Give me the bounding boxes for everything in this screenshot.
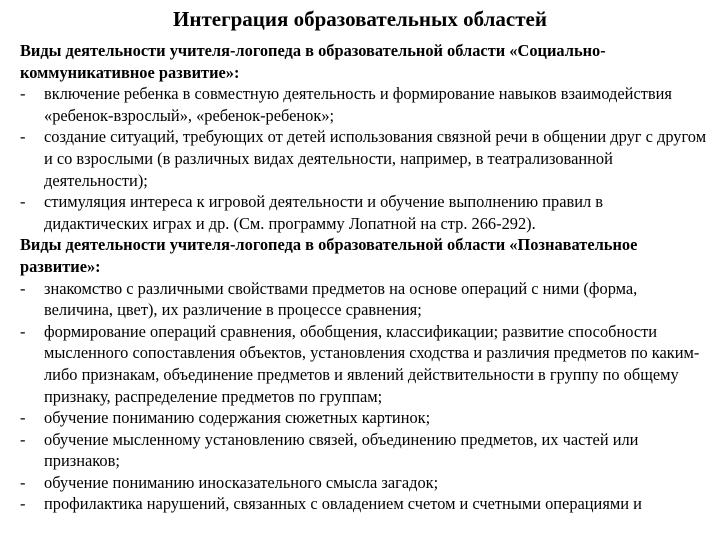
list-item-text: обучение пониманию содержания сюжетных картинок; bbox=[44, 408, 431, 428]
bullet-dash: - bbox=[20, 321, 26, 341]
bullet-dash: - bbox=[20, 192, 26, 212]
activity-list bbox=[20, 278, 710, 516]
section-social-communicative bbox=[20, 40, 710, 234]
list-item bbox=[20, 429, 710, 472]
list-item bbox=[20, 278, 710, 321]
list-item bbox=[20, 472, 710, 494]
document-body bbox=[20, 40, 710, 515]
bullet-dash: - bbox=[20, 472, 26, 492]
list-item-text: создание ситуаций, требующих от детей использования связной речи в общении друг с другом и со взрослыми (в различных видах деятельности, например, в театрализованной деятельности); bbox=[44, 127, 707, 190]
bullet-dash: - bbox=[20, 429, 26, 449]
list-item-text: включение ребенка в совместную деятельность и формирование навыков взаимодействия «ребенок-взрослый», «ребенок-ребенок»; bbox=[44, 84, 672, 125]
list-item bbox=[20, 321, 710, 407]
bullet-dash: - bbox=[20, 408, 26, 428]
list-item-text: профилактика нарушений, связанных с овладением счетом и счетными операциями и bbox=[44, 494, 642, 514]
list-item bbox=[20, 407, 710, 429]
list-item bbox=[20, 191, 710, 234]
list-item-text: формирование операций сравнения, обобщения, классификации; развитие способности мысленного сопоставления объектов, установления сходства и различия предметов по каким-либо признакам, объединение предметов и явлений действительности в группу по общему признаку, распределение предметов по группам; bbox=[44, 321, 700, 406]
bullet-dash: - bbox=[20, 84, 26, 104]
page-title: Интеграция образовательных областей bbox=[173, 7, 547, 31]
list-item-text: обучение мысленному установлению связей, объединению предметов, их частей или признаков; bbox=[44, 429, 639, 471]
list-item-text: знакомство с различными свойствами предметов на основе операций с ними (форма, величина, цвет), их различение в процессе сравнения; bbox=[44, 278, 638, 320]
bullet-dash: - bbox=[20, 494, 26, 514]
list-item bbox=[20, 126, 710, 191]
list-item bbox=[20, 83, 710, 126]
section-heading: Виды деятельности учителя-логопеда в образовательной области «Познавательное развитие»: bbox=[20, 235, 638, 276]
section-cognitive bbox=[20, 234, 710, 515]
bullet-dash: - bbox=[20, 127, 26, 147]
list-item-text: обучение пониманию иносказательного смысла загадок; bbox=[44, 472, 439, 492]
list-item bbox=[20, 493, 710, 515]
list-item-text: стимуляция интереса к игровой деятельности и обучение выполнению правил в дидактических играх и др. (См. программу Лопатной на стр. 266-292). bbox=[44, 192, 604, 233]
section-heading: Виды деятельности учителя-логопеда в образовательной области «Социально-коммуникативное развитие»: bbox=[20, 41, 606, 82]
activity-list bbox=[20, 83, 710, 234]
bullet-dash: - bbox=[20, 278, 26, 298]
